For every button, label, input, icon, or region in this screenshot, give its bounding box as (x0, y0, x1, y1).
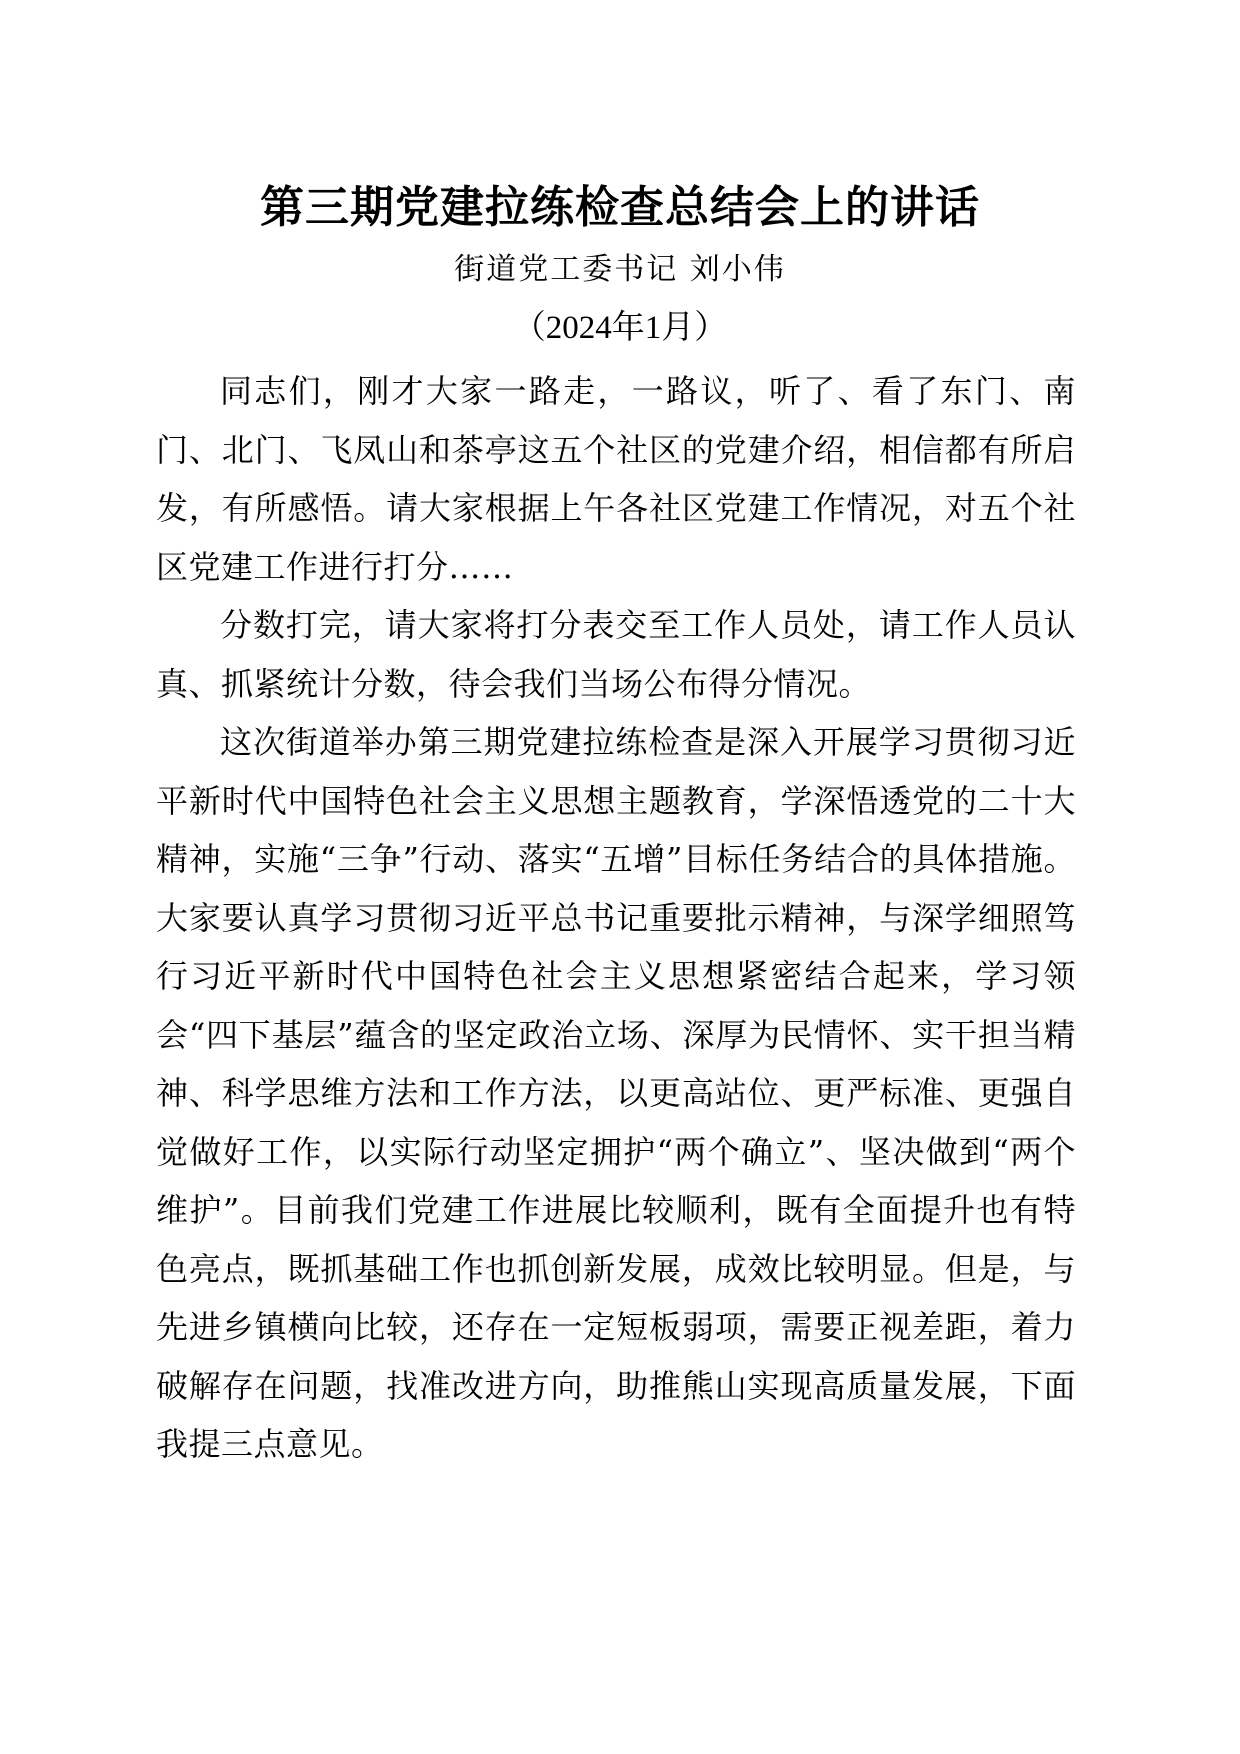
speech-body (156, 362, 1076, 1474)
speaker-byline: 街道党工委书记 刘小伟 (454, 252, 786, 287)
paragraph-main: 这次街道举办第三期党建拉练检查是深入开展学习贯彻习近平新时代中国特色社会主义思想主题教育，学深悟透党的二十大精神，实施“三争”行动、落实“五增”目标任务结合的具体措施。大家要认真学习贯彻习近平总书记重要批示精神，与深学细照笃行习近平新时代中国特色社会主义思想紧密结合起来，学习领会“四下基层”蕴含的坚定政治立场、深厚为民情怀、实干担当精神、科学思维方法和工作方法，以更高站位、更严标准、更强自觉做好工作，以实际行动坚定拥护“两个确立”、坚决做到“两个维护”。目前我们党建工作进展比较顺利，既有全面提升也有特色亮点，既抓基础工作也抓创新发展，成效比较明显。但是，与先进乡镇横向比较，还存在一定短板弱项，需要正视差距，着力破解存在问题，找准改进方向，助推熊山实现高质量发展，下面我提三点意见。 (156, 723, 1076, 1463)
paragraph-scoring: 分数打完，请大家将打分表交至工作人员处，请工作人员认真、抓紧统计分数，待会我们当场公布得分情况。 (156, 606, 1076, 703)
page-title: 第三期党建拉练检查总结会上的讲话 (260, 182, 980, 233)
speech-date: （2024年1月） (512, 310, 728, 346)
paragraph-opening: 同志们，刚才大家一路走，一路议，听了、看了东门、南门、北门、飞凤山和茶亭这五个社区的党建介绍，相信都有所启发，有所感悟。请大家根据上午各社区党建工作情况，对五个社区党建工作进行打分…… (156, 372, 1076, 586)
